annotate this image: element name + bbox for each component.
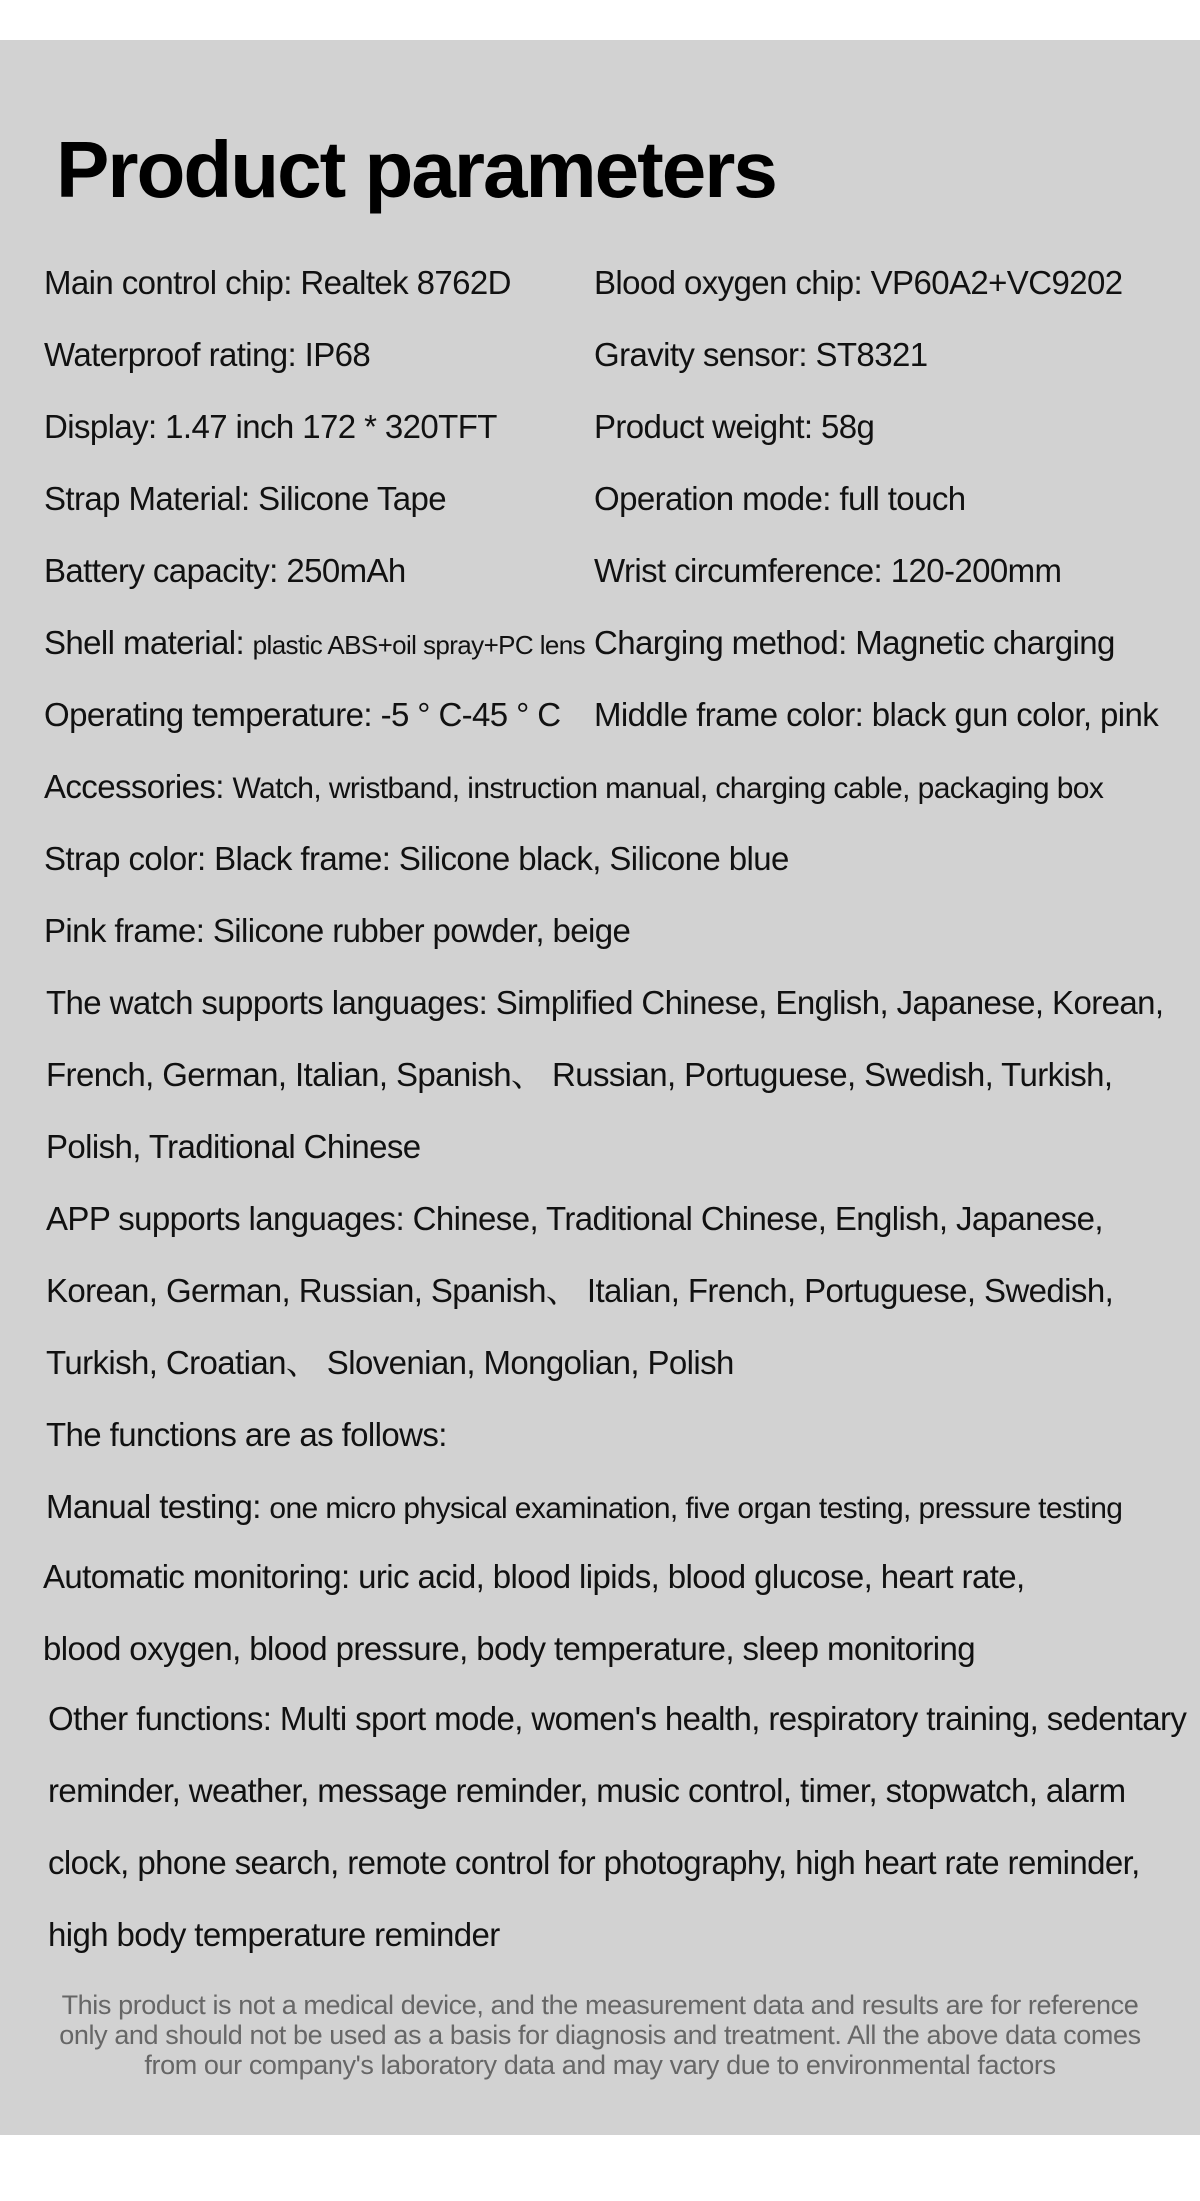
spec-gravity-sensor: Gravity sensor: ST8321 xyxy=(594,336,928,373)
spec-wrist: Wrist circumference: 120-200mm xyxy=(594,552,1062,589)
spec-shell: Shell material: plastic ABS+oil spray+PC lens xyxy=(44,624,585,661)
other-functions-line: reminder, weather, message reminder, music control, timer, stopwatch, alarm xyxy=(48,1772,1126,1809)
automatic-monitoring-line: Automatic monitoring: uric acid, blood lipids, blood glucose, heart rate, xyxy=(43,1558,1025,1595)
disclaimer-line: only and should not be used as a basis for diagnosis and treatment. All the above data comes xyxy=(59,2020,1141,2050)
disclaimer-line: This product is not a medical device, and the measurement data and results are for reference xyxy=(61,1990,1139,2020)
watch-languages-line: The watch supports languages: Simplified Chinese, English, Japanese, Korean, xyxy=(46,984,1164,1021)
other-functions-line: high body temperature reminder xyxy=(48,1916,500,1953)
spec-waterproof: Waterproof rating: IP68 xyxy=(44,336,371,373)
other-functions-line: clock, phone search, remote control for photography, high heart rate reminder, xyxy=(48,1844,1140,1881)
app-languages-line: Korean, German, Russian, Spanish、 Italian, French, Portuguese, Swedish, xyxy=(46,1272,1114,1309)
spec-pink-frame: Pink frame: Silicone rubber powder, beige xyxy=(44,912,631,949)
other-functions-line: Other functions: Multi sport mode, women's health, respiratory training, sedentary xyxy=(48,1700,1187,1737)
manual-testing: Manual testing: one micro physical examination, five organ testing, pressure testing xyxy=(46,1488,1123,1525)
disclaimer-line: from our company's laboratory data and may vary due to environmental factors xyxy=(144,2050,1056,2080)
app-languages-line: APP supports languages: Chinese, Traditional Chinese, English, Japanese, xyxy=(46,1200,1103,1237)
spec-temperature: Operating temperature: -5 ° C-45 ° C xyxy=(44,696,561,733)
spec-frame-color: Middle frame color: black gun color, pink xyxy=(594,696,1159,733)
app-languages-line: Turkish, Croatian、 Slovenian, Mongolian, Polish xyxy=(46,1344,734,1381)
watch-languages-line: Polish, Traditional Chinese xyxy=(46,1128,421,1165)
disclaimer xyxy=(40,1990,1160,2080)
functions-heading: The functions are as follows: xyxy=(46,1416,447,1453)
spec-weight: Product weight: 58g xyxy=(594,408,875,445)
spec-charging: Charging method: Magnetic charging xyxy=(594,624,1115,661)
spec-strap-material: Strap Material: Silicone Tape xyxy=(44,480,447,517)
spec-strap-color: Strap color: Black frame: Silicone black, Silicone blue xyxy=(44,840,789,877)
page-title: Product parameters xyxy=(56,125,776,214)
spec-battery: Battery capacity: 250mAh xyxy=(44,552,406,589)
spec-blood-oxygen-chip: Blood oxygen chip: VP60A2+VC9202 xyxy=(594,264,1123,301)
automatic-monitoring-line: blood oxygen, blood pressure, body temperature, sleep monitoring xyxy=(43,1630,976,1667)
spec-display: Display: 1.47 inch 172 * 320TFT xyxy=(44,408,497,445)
spec-operation-mode: Operation mode: full touch xyxy=(594,480,966,517)
watch-languages-line: French, German, Italian, Spanish、 Russian, Portuguese, Swedish, Turkish, xyxy=(46,1056,1113,1093)
spec-accessories: Accessories: Watch, wristband, instruction manual, charging cable, packaging box xyxy=(44,768,1104,805)
spec-main-chip: Main control chip: Realtek 8762D xyxy=(44,264,511,301)
